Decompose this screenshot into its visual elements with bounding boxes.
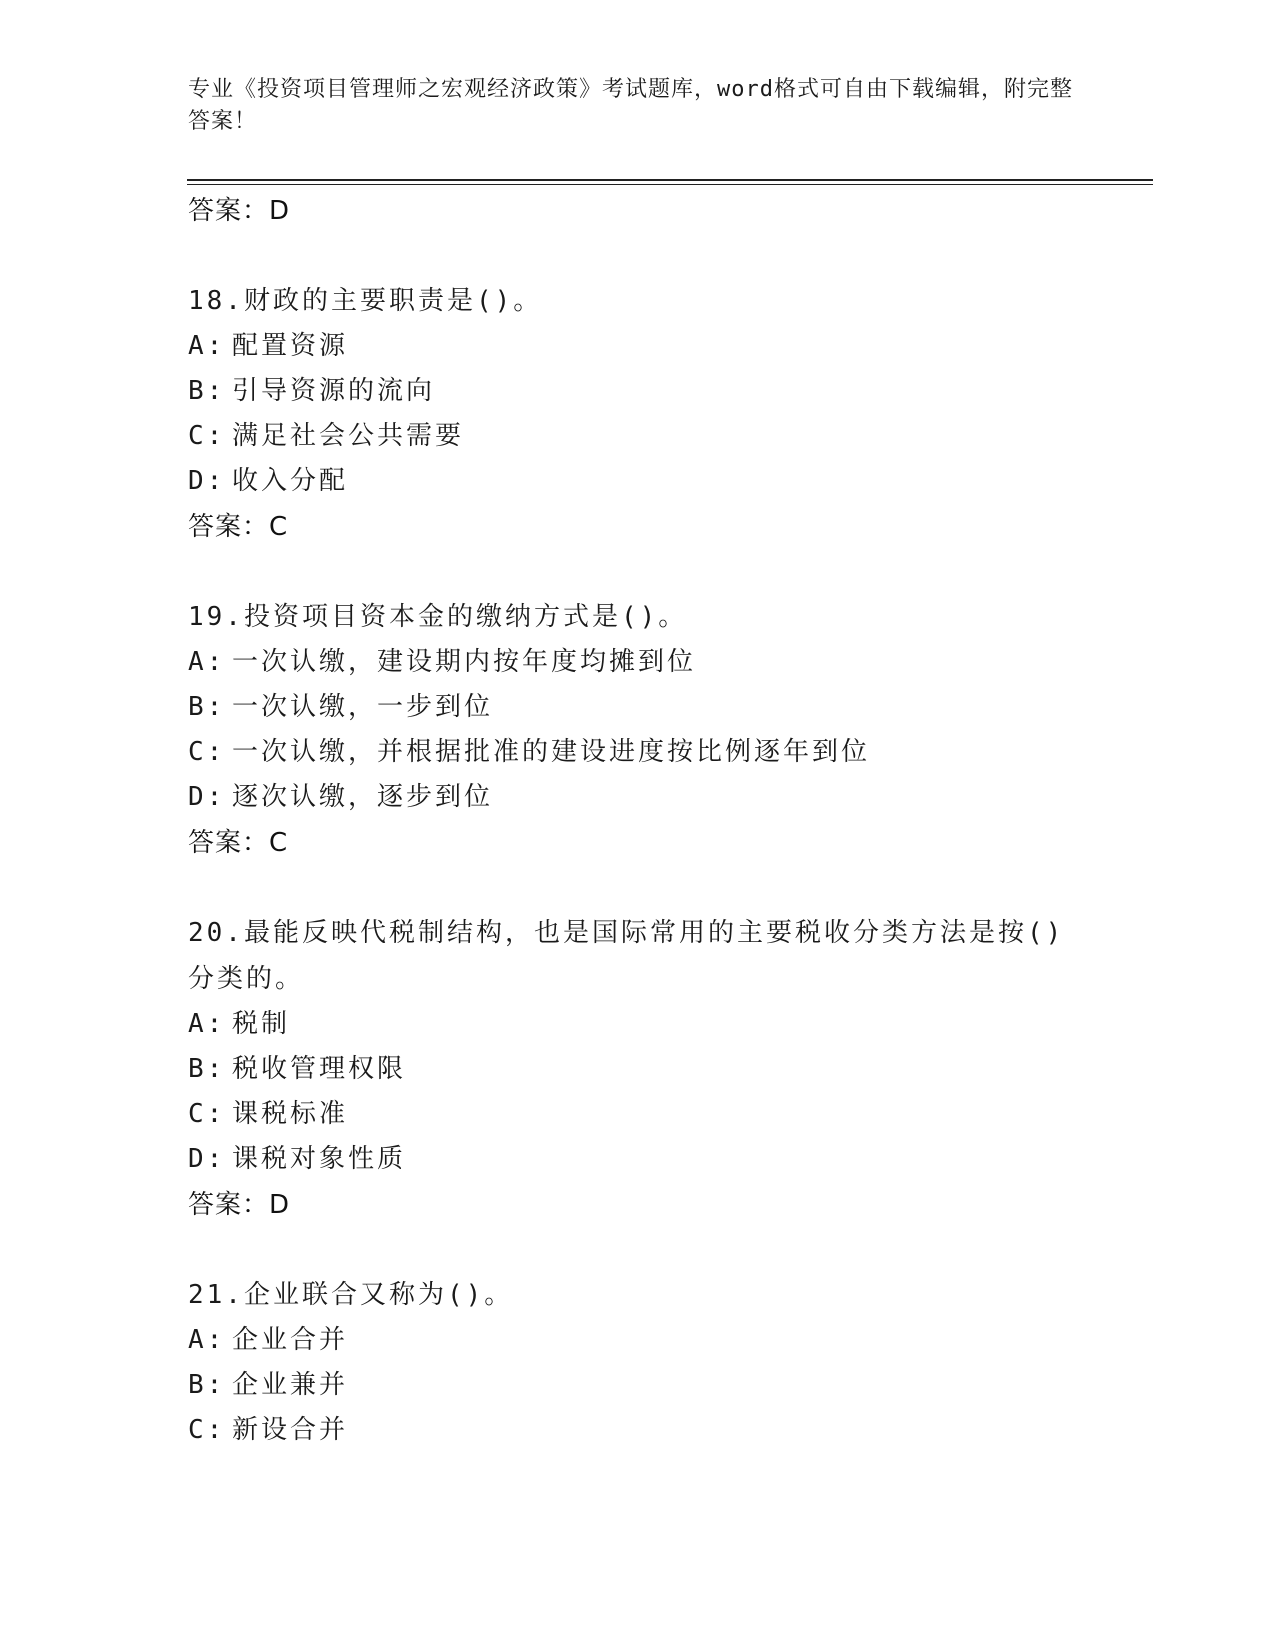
option-a <box>188 1002 1088 1047</box>
option-text: 企业兼并 <box>232 1370 349 1400</box>
question-21 <box>188 1272 1088 1453</box>
option-key: B: <box>188 692 226 722</box>
question-answer: 答案：D <box>188 1190 291 1220</box>
option-d <box>188 1137 1088 1182</box>
option-text: 企业合并 <box>232 1325 349 1355</box>
option-text: 逐次认缴，逐步到位 <box>232 782 494 812</box>
option-text: 一次认缴，一步到位 <box>232 692 494 722</box>
option-text: 收入分配 <box>232 466 349 496</box>
option-key: A: <box>188 1325 226 1355</box>
header-divider-thin <box>187 184 1153 185</box>
question-list <box>188 188 1088 1453</box>
question-stem: 21.企业联合又称为()。 <box>188 1280 514 1310</box>
option-key: C: <box>188 1415 226 1445</box>
option-text: 课税对象性质 <box>232 1144 407 1174</box>
option-c <box>188 1092 1088 1137</box>
option-key: C: <box>188 421 226 451</box>
document-intro: 专业《投资项目管理师之宏观经济政策》考试题库，word格式可自由下载编辑，附完整答案！ <box>188 77 1073 134</box>
option-text: 满足社会公共需要 <box>232 421 465 451</box>
option-key: A: <box>188 1009 226 1039</box>
option-text: 课税标准 <box>232 1099 349 1129</box>
option-key: D: <box>188 782 226 812</box>
option-a <box>188 640 1088 685</box>
option-key: A: <box>188 331 226 361</box>
header-divider-thick <box>187 179 1153 181</box>
previous-answer: 答案：D <box>188 196 291 226</box>
option-text: 一次认缴，建设期内按年度均摊到位 <box>232 647 697 677</box>
option-b <box>188 685 1088 730</box>
option-text: 税收管理权限 <box>232 1054 407 1084</box>
option-key: C: <box>188 737 226 767</box>
option-b <box>188 1047 1088 1092</box>
option-a <box>188 324 1088 369</box>
question-answer: 答案：C <box>188 512 289 542</box>
option-key: B: <box>188 1054 226 1084</box>
option-b <box>188 1363 1088 1408</box>
option-d <box>188 459 1088 504</box>
question-stem: 18.财政的主要职责是()。 <box>188 286 543 316</box>
option-text: 税制 <box>232 1009 291 1039</box>
question-answer: 答案：C <box>188 828 289 858</box>
option-c <box>188 1408 1088 1453</box>
option-key: C: <box>188 1099 226 1129</box>
question-19 <box>188 594 1088 866</box>
option-key: D: <box>188 466 226 496</box>
option-a <box>188 1318 1088 1363</box>
option-text: 配置资源 <box>232 331 349 361</box>
option-c <box>188 414 1088 459</box>
option-d <box>188 775 1088 820</box>
option-text: 引导资源的流向 <box>232 376 436 406</box>
question-18 <box>188 278 1088 550</box>
option-text: 新设合并 <box>232 1415 349 1445</box>
option-text: 一次认缴，并根据批准的建设进度按比例逐年到位 <box>232 737 871 767</box>
option-key: D: <box>188 1144 226 1174</box>
option-key: A: <box>188 647 226 677</box>
option-b <box>188 369 1088 414</box>
option-key: B: <box>188 376 226 406</box>
question-20 <box>188 910 1088 1228</box>
option-key: B: <box>188 1370 226 1400</box>
option-c <box>188 730 1088 775</box>
question-stem: 20.最能反映代税制结构，也是国际常用的主要税收分类方法是按()分类的。 <box>188 918 1065 994</box>
question-stem: 19.投资项目资本金的缴纳方式是()。 <box>188 602 688 632</box>
